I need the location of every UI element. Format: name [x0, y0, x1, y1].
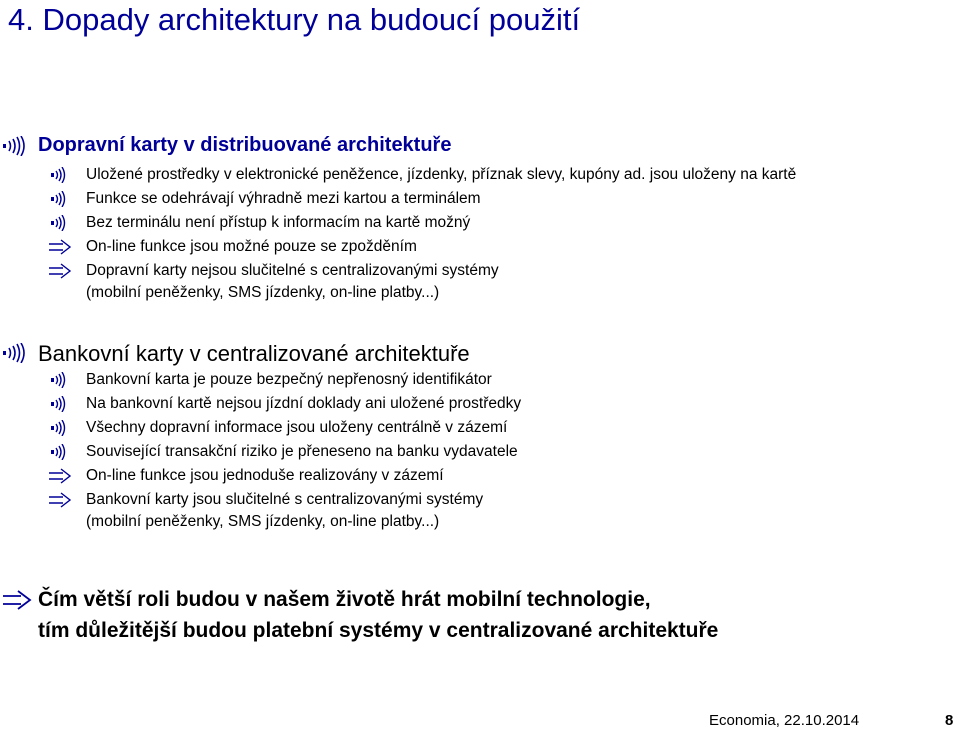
arrow-icon [48, 239, 72, 260]
list-item-text: Všechny dopravní informace jsou uloženy centrálně v zázemí [86, 419, 508, 436]
section2-heading: Bankovní karty v centralizované architektuře [38, 341, 470, 366]
slide-title: 4. Dopady architektury na budoucí použití [8, 2, 581, 37]
signal-icon [50, 215, 70, 236]
list-item-text: Bankovní karta je pouze bezpečný nepřenosný identifikátor [86, 371, 492, 388]
signal-icon [50, 167, 70, 188]
section1-heading: Dopravní karty v distribuované architektuře [38, 134, 452, 156]
list-item-text: On-line funkce jsou možné pouze se zpožděním [86, 238, 417, 255]
list-item-text: On-line funkce jsou jednoduše realizovány v zázemí [86, 467, 444, 484]
list-item-text: Na bankovní kartě nejsou jízdní doklady ani uložené prostředky [86, 395, 522, 412]
arrow-icon [48, 492, 72, 513]
signal-icon [50, 191, 70, 212]
signal-icon [50, 372, 70, 393]
arrow-icon [48, 263, 72, 284]
list-item-text: Bankovní karty jsou slučitelné s centralizovanými systémy [86, 491, 484, 508]
list-item-text: Dopravní karty nejsou slučitelné s centralizovanými systémy [86, 262, 499, 279]
list-item-text-continued: (mobilní peněženky, SMS jízdenky, on-line platby...) [86, 513, 440, 530]
signal-icon [50, 420, 70, 441]
conclusion-line-2: tím důležitější budou platební systémy v centralizované architektuře [38, 619, 719, 642]
page-number: 8 [945, 712, 954, 729]
list-item-text-continued: (mobilní peněženky, SMS jízdenky, on-line platby...) [86, 284, 440, 301]
list-item-text: Funkce se odehrávají výhradně mezi kartou a terminálem [86, 190, 481, 207]
signal-icon [50, 396, 70, 417]
conclusion-line-1: Čím větší roli budou v našem životě hrát mobilní technologie, [38, 588, 651, 611]
list-item-text: Bez terminálu není přístup k informacím na kartě možný [86, 214, 471, 231]
list-item-text: Související transakční riziko je přeneseno na banku vydavatele [86, 443, 518, 460]
signal-icon [50, 444, 70, 465]
arrow-icon [2, 590, 32, 615]
list-item-text: Uložené prostředky v elektronické peněžence, jízdenky, příznak slevy, kupóny ad. jsou uloženy na kartě [86, 166, 797, 183]
footer-source: Economia, 22.10.2014 [709, 712, 860, 729]
arrow-icon [48, 468, 72, 489]
signal-icon [2, 136, 30, 161]
signal-icon [2, 343, 30, 368]
